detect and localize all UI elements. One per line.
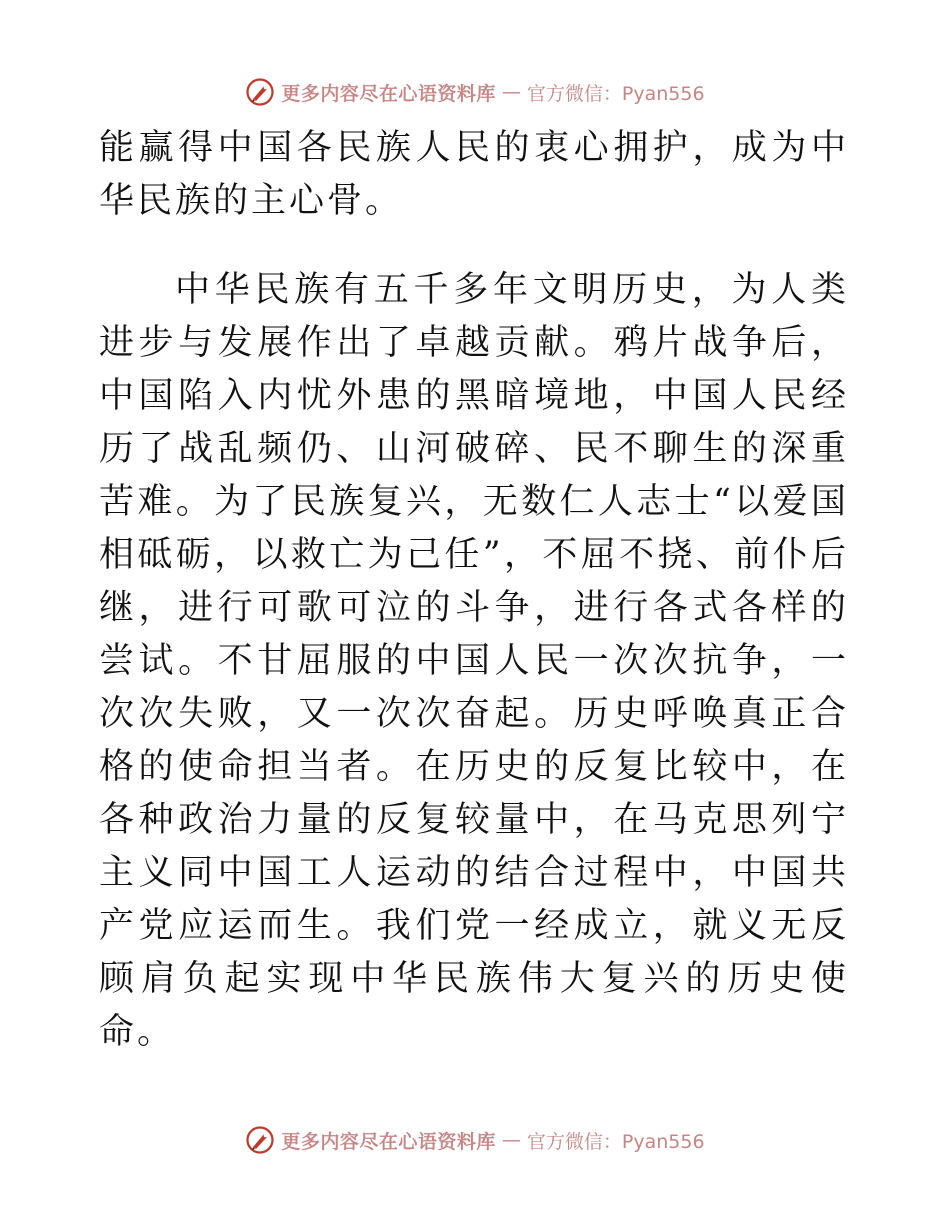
footer-promo-text: 更多内容尽在心语资料库 [281,1130,496,1153]
pen-seal-icon [245,77,275,107]
document-body [99,122,849,1059]
pen-seal-icon [245,1125,275,1155]
header-promo-text: 更多内容尽在心语资料库 [281,82,496,105]
footer-contact: 官方微信：Pyan556 [526,1130,705,1153]
footer-watermark [0,1120,950,1160]
paragraph-history: 中华民族有五千多年文明历史，为人类进步与发展作出了卓越贡献。鸦片战争后，中国陷入内忧外患的黑暗境地，中国人民经历了战乱频仍、山河破碎、民不聊生的深重苦难。为了民族复兴，无数仁人志士“以爱国相砥砺，以救亡为己任”，不屈不挠、前仆后继，进行可歌可泣的斗争，进行各式各样的尝试。不甘屈服的中国人民一次次抗争，一次次失败，又一次次奋起。历史呼唤真正合格的使命担当者。在历史的反复比较中，在各种政治力量的反复较量中，在马克思列宁主义同中国工人运动的结合过程中，中国共产党应运而生。我们党一经成立，就义无反顾肩负起实现中华民族伟大复兴的历史使命。 [99,270,849,1052]
header-separator: — [501,81,521,103]
header-watermark [0,72,950,112]
footer-separator: — [501,1129,521,1151]
paragraph-continued: 能赢得中国各民族人民的衷心拥护，成为中华民族的主心骨。 [99,128,849,221]
header-contact: 官方微信：Pyan556 [526,82,705,105]
